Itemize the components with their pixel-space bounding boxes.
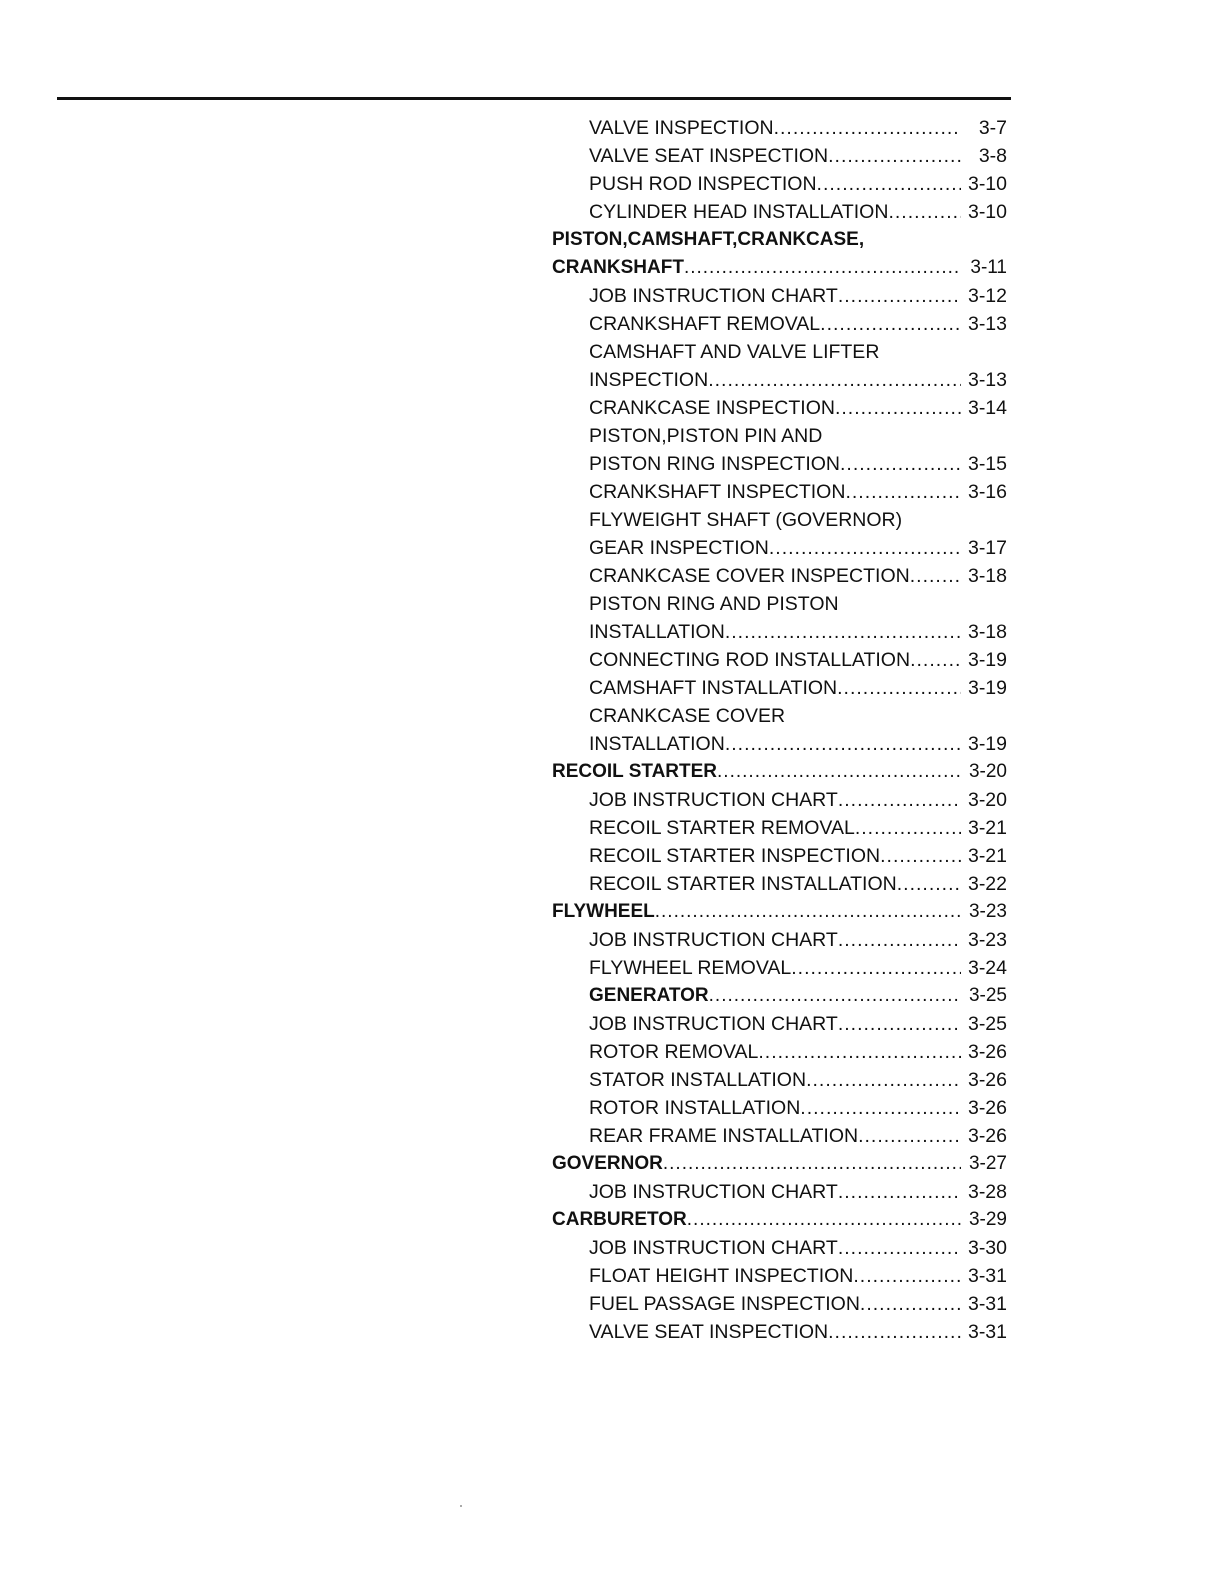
dot-leader	[880, 842, 961, 870]
toc-entry[interactable]	[552, 506, 1007, 534]
dot-leader	[663, 1150, 961, 1178]
toc-entry-page: 3-20	[968, 761, 1007, 782]
dot-leader	[838, 926, 961, 954]
dot-leader	[837, 674, 961, 702]
toc-entry-page: 3-18	[967, 565, 1007, 587]
toc-entry-page: 3-13	[967, 313, 1007, 335]
toc-entry[interactable]	[552, 1234, 1007, 1262]
toc-entry-page: 3-14	[967, 397, 1007, 419]
toc-section-title: PISTON,CAMSHAFT,CRANKCASE,	[552, 229, 865, 250]
toc-entry-page: 3-20	[967, 789, 1007, 811]
dot-leader	[838, 786, 961, 814]
toc-entry-page: 3-10	[967, 201, 1007, 223]
toc-entry-page: 3-21	[967, 845, 1007, 867]
toc-entry-page: 3-22	[967, 873, 1007, 895]
toc-entry-title: VALVE SEAT INSPECTION	[589, 145, 829, 167]
toc-entry-page: 3-21	[967, 817, 1007, 839]
toc-entry-page: 3-10	[967, 173, 1007, 195]
toc-entry[interactable]	[552, 702, 1007, 730]
dot-leader	[897, 870, 961, 898]
dot-leader	[709, 982, 961, 1010]
toc-section-heading[interactable]	[552, 982, 1007, 1010]
dot-leader	[855, 814, 961, 842]
toc-entry[interactable]	[552, 1094, 1007, 1122]
dot-leader	[910, 646, 961, 674]
toc-entry[interactable]	[552, 926, 1007, 954]
toc-entry-page: 3-8	[978, 145, 1007, 167]
toc-section-heading[interactable]	[552, 254, 1007, 282]
toc-entry-title: CRANKSHAFT INSPECTION	[589, 481, 846, 503]
toc-entry-title: JOB INSTRUCTION CHART	[589, 929, 838, 951]
dot-leader	[838, 1178, 961, 1206]
toc-section-title: CRANKSHAFT	[552, 257, 684, 278]
toc-entry-title: FUEL PASSAGE INSPECTION	[589, 1293, 860, 1315]
dot-leader	[838, 282, 961, 310]
dot-leader	[725, 730, 961, 758]
toc-entry-title: JOB INSTRUCTION CHART	[589, 285, 838, 307]
toc-entry[interactable]	[552, 562, 1007, 590]
toc-entry[interactable]	[552, 954, 1007, 982]
toc-entry-page: 3-25	[968, 985, 1007, 1006]
toc-entry[interactable]	[552, 1010, 1007, 1038]
dot-leader	[838, 1234, 961, 1262]
toc-entry[interactable]	[552, 590, 1007, 618]
toc-entry-page: 3-12	[967, 285, 1007, 307]
toc-entry[interactable]	[552, 1178, 1007, 1206]
toc-entry[interactable]	[552, 870, 1007, 898]
dot-leader	[838, 1010, 961, 1038]
dot-leader	[840, 450, 961, 478]
toc-entry-page: 3-16	[967, 481, 1007, 503]
toc-entry-page: 3-19	[967, 649, 1007, 671]
toc-entry-page: 3-17	[967, 537, 1007, 559]
toc-entry[interactable]	[552, 366, 1007, 394]
toc-entry-title: INSPECTION	[589, 369, 709, 391]
dot-leader	[820, 310, 961, 338]
toc-entry-page: 3-30	[967, 1237, 1007, 1259]
header-rule	[57, 97, 1011, 100]
toc-section-title: FLYWHEEL	[552, 901, 655, 922]
toc-section-heading[interactable]	[552, 898, 1007, 926]
toc-entry[interactable]	[552, 450, 1007, 478]
dot-leader	[769, 534, 961, 562]
scan-speck	[460, 1505, 462, 1507]
toc-entry-page: 3-26	[967, 1069, 1007, 1091]
toc-entry-title: FLYWHEEL REMOVAL	[589, 957, 792, 979]
toc-entry[interactable]	[552, 730, 1007, 758]
toc-entry[interactable]	[552, 1262, 1007, 1290]
toc-entry-page: 3-23	[967, 929, 1007, 951]
toc-entry-page: 3-31	[967, 1265, 1007, 1287]
toc-entry-title: PISTON RING INSPECTION	[589, 453, 841, 475]
toc-entry-title: CRANKSHAFT REMOVAL	[589, 313, 821, 335]
toc-entry-title: INSTALLATION	[589, 733, 725, 755]
toc-entry-title: CAMSHAFT AND VALVE LIFTER	[589, 341, 880, 363]
toc-entry[interactable]	[552, 282, 1007, 310]
toc-entry[interactable]	[552, 170, 1007, 198]
toc-entry-page: 3-18	[967, 621, 1007, 643]
toc-entry[interactable]	[552, 338, 1007, 366]
dot-leader	[828, 1318, 961, 1346]
toc-entry[interactable]	[552, 618, 1007, 646]
toc-entry-title: VALVE SEAT INSPECTION	[589, 1321, 829, 1343]
toc-section-title: CARBURETOR	[552, 1209, 687, 1230]
dot-leader	[791, 954, 961, 982]
dot-leader	[806, 1066, 961, 1094]
toc-entry-page: 3-31	[967, 1293, 1007, 1315]
toc-entry-title: VALVE INSPECTION	[589, 117, 774, 139]
toc-entry-page: 3-23	[968, 901, 1007, 922]
toc-entry-title: CRANKCASE INSPECTION	[589, 397, 835, 419]
toc-entry-page: 3-15	[967, 453, 1007, 475]
dot-leader	[828, 142, 961, 170]
toc-entry-title: PUSH ROD INSPECTION	[589, 173, 817, 195]
toc-entry-title: JOB INSTRUCTION CHART	[589, 789, 838, 811]
dot-leader	[835, 394, 961, 422]
dot-leader	[655, 898, 961, 926]
toc-entry-page: 3-11	[970, 257, 1007, 278]
toc-entry-title: PISTON,PISTON PIN AND	[589, 425, 823, 447]
toc-section-heading[interactable]	[552, 758, 1007, 786]
toc-entry-page: 3-26	[967, 1125, 1007, 1147]
toc-entry-page: 3-25	[967, 1013, 1007, 1035]
toc-section-title: RECOIL STARTER	[552, 761, 718, 782]
toc-entry[interactable]	[552, 1066, 1007, 1094]
toc-entry-title: REAR FRAME INSTALLATION	[589, 1125, 859, 1147]
dot-leader	[708, 366, 961, 394]
toc-section-heading[interactable]	[552, 226, 1007, 254]
toc-entry[interactable]	[552, 786, 1007, 814]
toc-entry-page: 3-13	[967, 369, 1007, 391]
dot-leader	[888, 198, 961, 226]
toc-entry-title: FLYWEIGHT SHAFT (GOVERNOR)	[589, 509, 903, 531]
dot-leader	[817, 170, 961, 198]
toc-entry-page: 3-27	[968, 1153, 1007, 1174]
toc-entry-title: JOB INSTRUCTION CHART	[589, 1013, 838, 1035]
toc-entry-title: FLOAT HEIGHT INSPECTION	[589, 1265, 854, 1287]
toc-entry[interactable]	[552, 422, 1007, 450]
toc-entry-title: ROTOR REMOVAL	[589, 1041, 759, 1063]
toc-entry-page: 3-29	[968, 1209, 1007, 1230]
toc-entry-title: INSTALLATION	[589, 621, 725, 643]
dot-leader	[860, 1290, 961, 1318]
toc-entry-title: CAMSHAFT INSTALLATION	[589, 677, 838, 699]
toc-entry[interactable]	[552, 534, 1007, 562]
toc-entry-title: CONNECTING ROD INSTALLATION	[589, 649, 911, 671]
toc-entry[interactable]	[552, 674, 1007, 702]
toc-entry-title: JOB INSTRUCTION CHART	[589, 1181, 838, 1203]
dot-leader	[684, 254, 961, 282]
dot-leader	[800, 1094, 961, 1122]
toc-entry[interactable]	[552, 814, 1007, 842]
toc-entry[interactable]	[552, 842, 1007, 870]
toc-entry-title: CYLINDER HEAD INSTALLATION	[589, 201, 889, 223]
toc-entry-page: 3-19	[967, 733, 1007, 755]
table-of-contents	[552, 114, 1007, 1346]
toc-section-heading[interactable]	[552, 1150, 1007, 1178]
toc-entry-page: 3-7	[978, 117, 1007, 139]
toc-section-title: GENERATOR	[589, 985, 709, 1006]
dot-leader	[853, 1262, 961, 1290]
toc-entry[interactable]	[552, 310, 1007, 338]
toc-entry[interactable]	[552, 114, 1007, 142]
toc-entry[interactable]	[552, 478, 1007, 506]
toc-entry[interactable]	[552, 646, 1007, 674]
toc-entry[interactable]	[552, 198, 1007, 226]
toc-entry-title: CRANKCASE COVER INSPECTION	[589, 565, 910, 587]
toc-entry-title: ROTOR INSTALLATION	[589, 1097, 801, 1119]
dot-leader	[725, 618, 961, 646]
toc-entry-title: PISTON RING AND PISTON	[589, 593, 839, 615]
toc-entry[interactable]	[552, 1038, 1007, 1066]
toc-entry-title: RECOIL STARTER INSTALLATION	[589, 873, 897, 895]
toc-entry[interactable]	[552, 1290, 1007, 1318]
toc-entry-page: 3-19	[967, 677, 1007, 699]
dot-leader	[687, 1206, 961, 1234]
toc-section-title: GOVERNOR	[552, 1153, 663, 1174]
toc-entry-page: 3-28	[967, 1181, 1007, 1203]
toc-entry-title: RECOIL STARTER REMOVAL	[589, 817, 855, 839]
toc-entry-title: STATOR INSTALLATION	[589, 1069, 807, 1091]
dot-leader	[717, 758, 961, 786]
toc-entry[interactable]	[552, 394, 1007, 422]
toc-entry-title: GEAR INSPECTION	[589, 537, 769, 559]
dot-leader	[758, 1038, 961, 1066]
toc-entry-title: JOB INSTRUCTION CHART	[589, 1237, 838, 1259]
dot-leader	[910, 562, 961, 590]
toc-entry[interactable]	[552, 142, 1007, 170]
dot-leader	[858, 1122, 961, 1150]
toc-entry-title: CRANKCASE COVER	[589, 705, 786, 727]
toc-entry-title: RECOIL STARTER INSPECTION	[589, 845, 881, 867]
dot-leader	[845, 478, 961, 506]
toc-entry-page: 3-31	[967, 1321, 1007, 1343]
dot-leader	[774, 114, 961, 142]
toc-section-heading[interactable]	[552, 1206, 1007, 1234]
toc-entry[interactable]	[552, 1318, 1007, 1346]
toc-entry-page: 3-26	[967, 1041, 1007, 1063]
toc-entry[interactable]	[552, 1122, 1007, 1150]
toc-entry-page: 3-24	[967, 957, 1007, 979]
toc-entry-page: 3-26	[967, 1097, 1007, 1119]
